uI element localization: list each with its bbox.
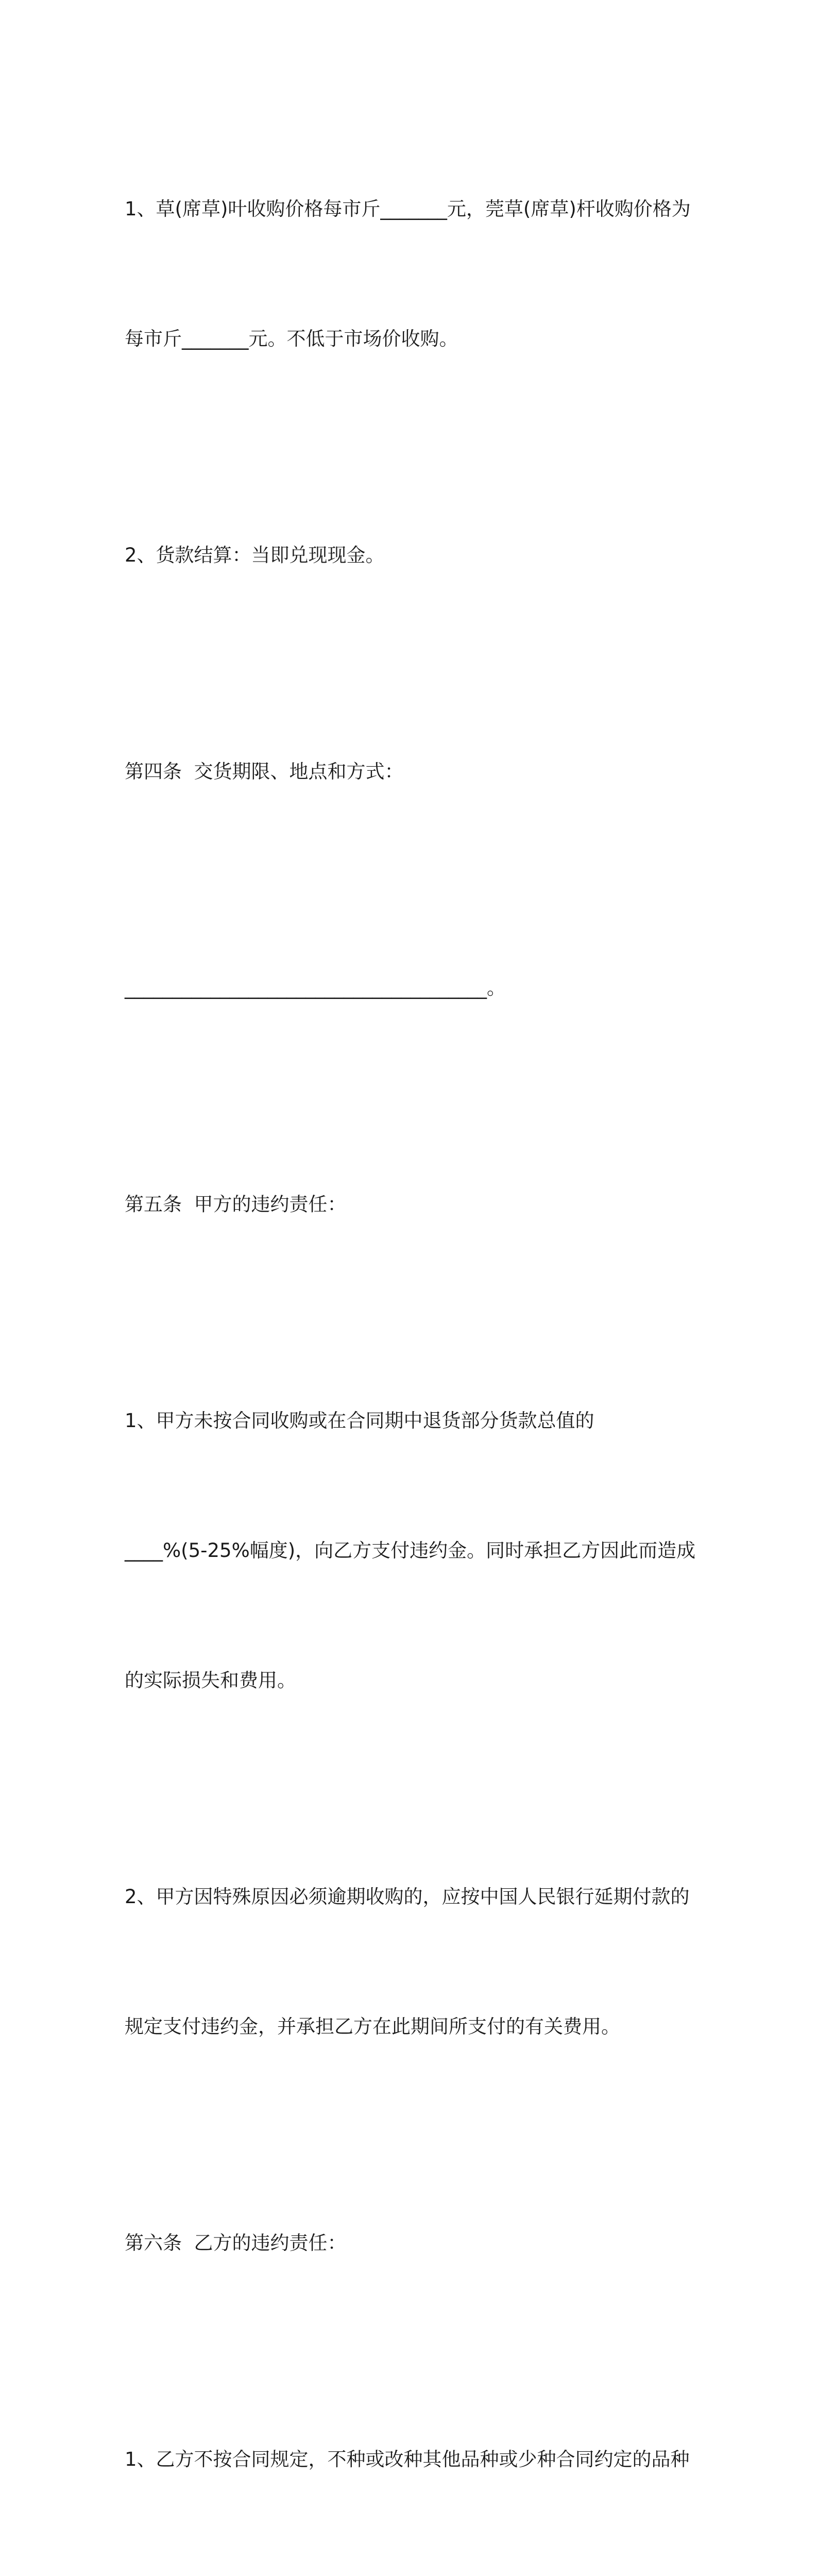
text-line: 2、甲方因特殊原因必须逾期收购的，应按中国人民银行延期付款的 [125,1886,690,1908]
article-5-heading [125,1096,702,1313]
text-line [125,2568,702,2576]
text-line: 1、乙方不按合同规定，不种或改种其他品种或少种合同约定的品种 [125,2448,690,2470]
text-line: 1、甲方未按合同收购或在合同期中退货部分货款总值的 [125,1410,594,1432]
article-4-heading [125,664,702,880]
paragraph-settlement [125,447,702,664]
paragraph-price-terms [125,101,702,447]
article-4-blank-line [125,880,702,1096]
section-heading: 第五条 甲方的违约责任： [125,1193,347,1215]
text-line: 1、草(席草)叶收购价格每市斤_______元，莞草(席草)杆收购价格为 [125,198,691,220]
text-line: 规定支付违约金，并承担乙方在此期间所支付的有关费用。 [125,2015,620,2038]
article-5-item-2 [125,1789,702,2135]
article-5-item-1 [125,1313,702,1789]
section-heading: 第四条 交货期限、地点和方式： [125,760,404,783]
text-line: 每市斤_______元。不低于市场价收购。 [125,328,458,350]
text-line: 的实际损失和费用。 [125,1669,296,1691]
document-body [125,101,702,2576]
text-line: 2、货款结算：当即兑现现金。 [125,544,385,566]
section-heading: 第六条 乙方的违约责任： [125,2232,347,2254]
article-6-item-1 [125,2351,702,2576]
article-6-heading [125,2135,702,2351]
text-line: ____%(5-25%幅度)，向乙方支付违约金。同时承担乙方因此而造成 [125,1539,696,1562]
fill-in-blank: ______________________________________。 [125,977,506,999]
